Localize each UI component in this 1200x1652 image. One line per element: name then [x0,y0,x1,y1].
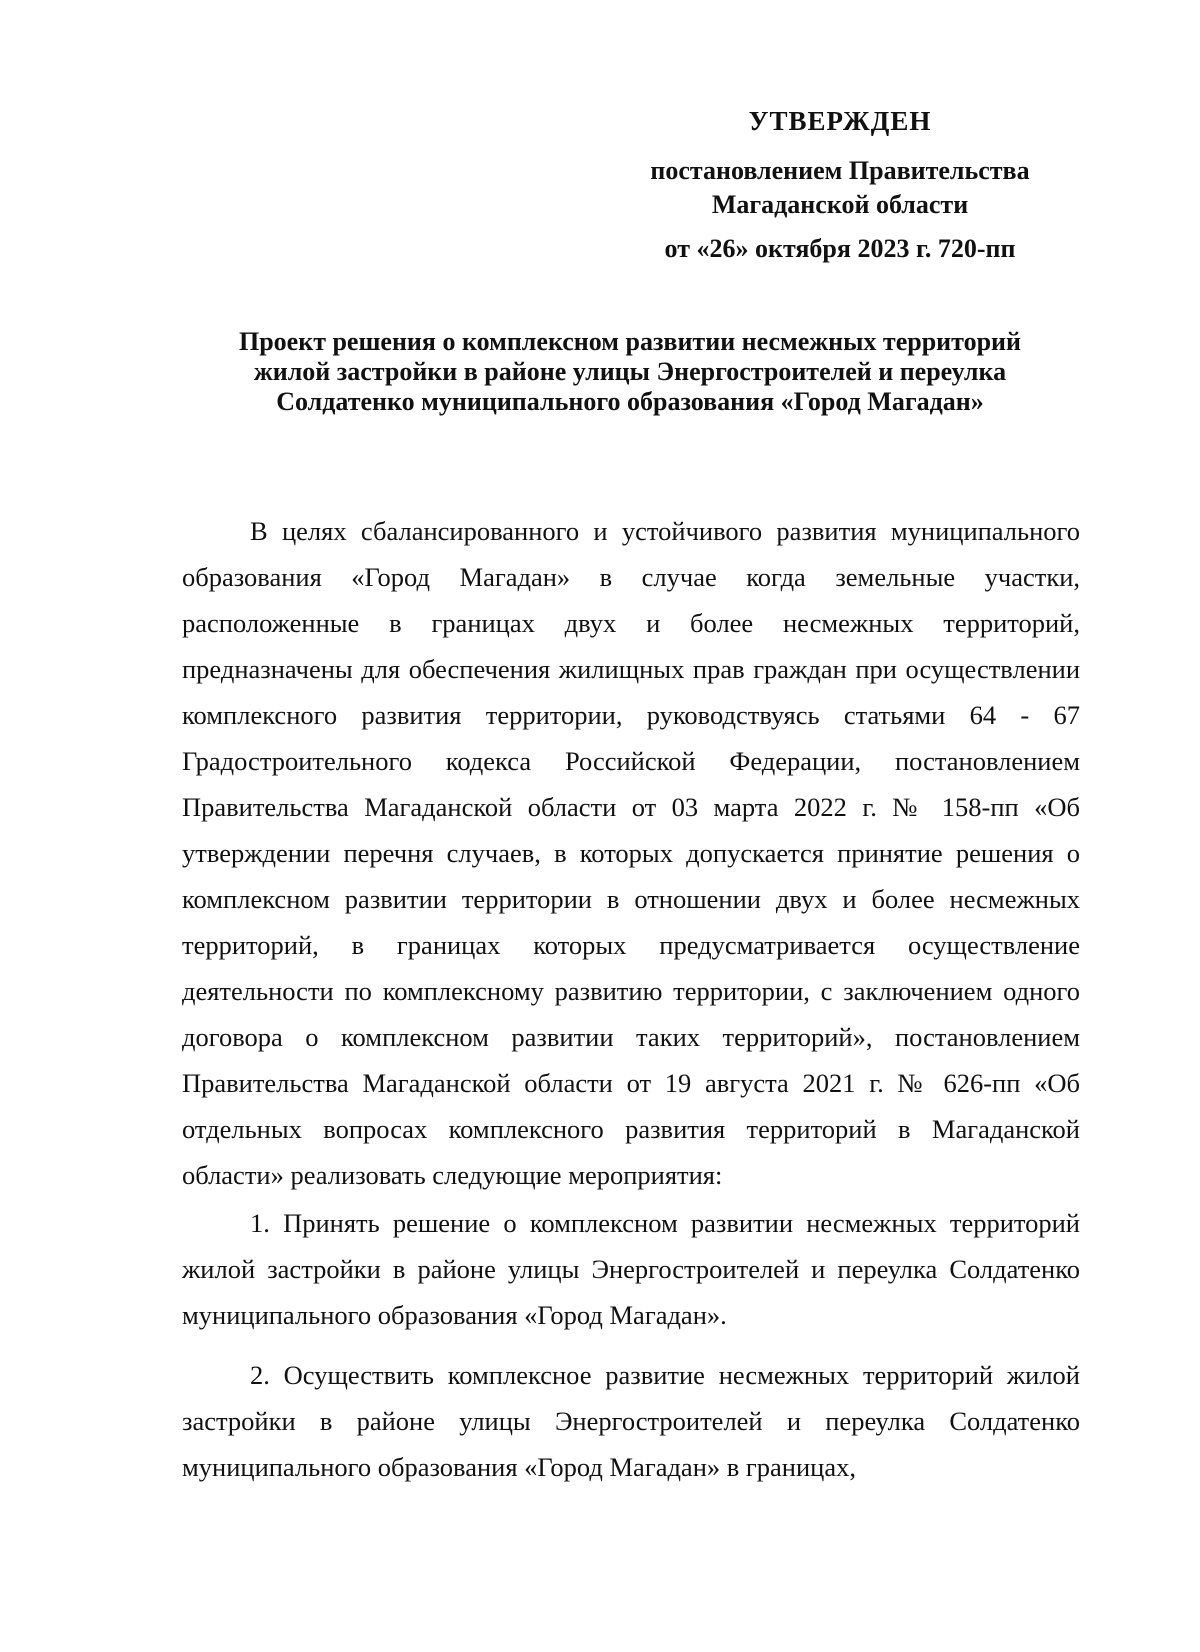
approval-date: от «26» октября 2023 г. 720-пп [664,234,1016,263]
approval-line-2: Магаданской области [711,190,969,219]
document-title [175,327,1085,417]
approval-stamp: УТВЕРЖДЕН [748,106,932,136]
approval-line-1: постановлением Правительства [650,156,1030,185]
title-line-1: Проект решения о комплексном развитии несмежных территорий [238,327,1021,356]
list-item-2: 2. Осуществить комплексное развитие несмежных территорий жилой застройки в районе улицы Энергостроителей и переулка Солдатенко муниципального образования «Город Магадан» в границах, [182,1360,1080,1482]
title-line-3: Солдатенко муниципального образования «Город Магадан» [276,387,984,416]
list-item-1: 1. Принять решение о комплексном развитии несмежных территорий жилой застройки в районе улицы Энергостроителей и переулка Солдатенко муниципального образования «Город Магадан». [182,1208,1080,1330]
approval-block [610,104,1070,266]
preamble-paragraph: В целях сбалансированного и устойчивого развития муниципального образования «Город Магадан» в случае когда земельные участки, расположенные в границах двух и более несмежных территорий, предназначены для обеспечения жилищных прав граждан при осуществлении комплексного развития территории, руководствуясь статьями 64 - 67 Градостроительного кодекса Российской Федерации, постановлением Правительства Магаданской области от 03 марта 2022 г. № 158-пп «Об утверждении перечня случаев, в которых допускается принятие решения о комплексном развитии территории в отношении двух и более несмежных территорий, в границах которых предусматривается осуществление деятельности по комплексному развитию территории, с заключением одного договора о комплексном развитии таких территорий», постановлением Правительства Магаданской области от 19 августа 2021 г. № 626-пп «Об отдельных вопросах комплексного развития территорий в Магаданской области» реализовать следующие мероприятия: [182,516,1080,1190]
document-body [182,508,1080,1490]
title-line-2: жилой застройки в районе улицы Энергостроителей и переулка [253,357,1007,386]
